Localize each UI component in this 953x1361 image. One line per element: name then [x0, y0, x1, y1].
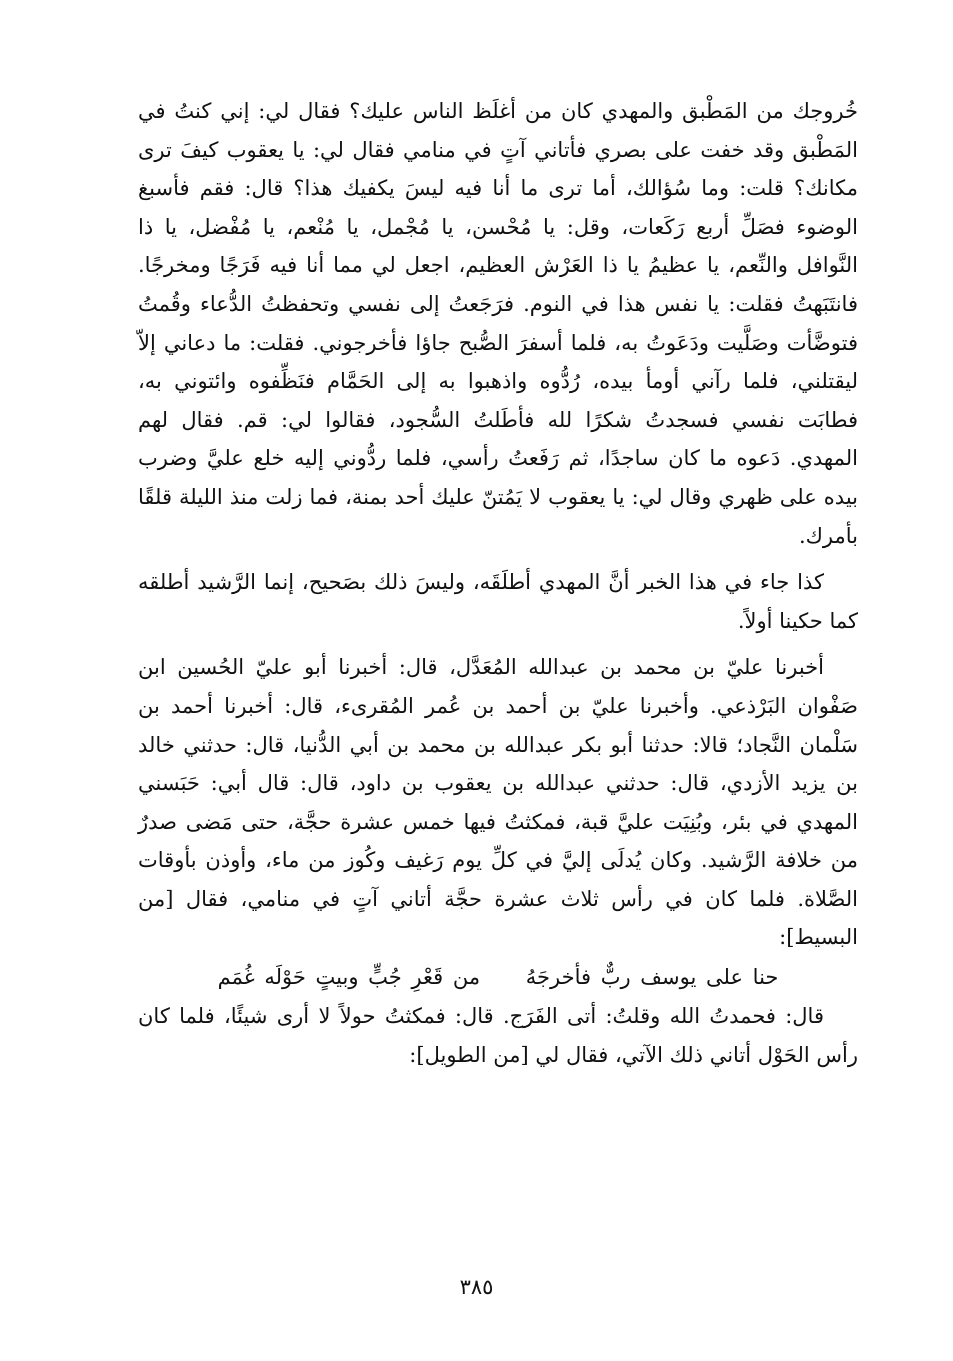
poem-verse — [138, 957, 858, 997]
paragraph-3: أخبرنا عليّ بن محمد بن عبدالله المُعَدَّل، قال: أخبرنا أبو عليّ الحُسين ابن صَفْوان البَرْذعي. وأخبرنا عليّ بن أحمد بن عُمر المُقرىء، قال: أخبرنا أحمد بن سَلْمان النَّجاد؛ قالا: حدثنا أبو بكر عبدالله بن محمد بن أبي الدُّنيا، قال: حدثني خالد بن يزيد الأزدي، قال: حدثني عبدالله بن يعقوب بن داود، قال: قال أبي: حَبَسني المهدي في بئر، وبُنِيَت عليَّ قبة، فمكثتُ فيها خمس عشرة حجَّة، حتى مَضى صدرٌ من خلافة الرَّشيد. وكان يُدلَى إليَّ في كلِّ يوم رَغيف وكُوز من ماء، وأوذن بأوقات الصَّلاة. فلما كان في رأس ثلاث عشرة حجَّة أتاني آتٍ في منامي، فقال [من البسيط]: — [138, 655, 858, 950]
text-block — [138, 92, 858, 1074]
paragraph-2: كذا جاء في هذا الخبر أنَّ المهدي أطلَقَه، وليسَ ذلك بصَحيح، إنما الرَّشيد أطلقه كما حكينا أولاً. — [138, 570, 858, 633]
page-content — [138, 92, 858, 1272]
verse-first-hemistich: حنا على يوسف ربٌّ فأخرجَهُ — [525, 965, 779, 990]
verse-second-hemistich: من قَعْرِ جُبٍّ وبيتٍ حَوْلَه غُمَم — [217, 965, 481, 990]
paragraph-1: خُروجك من المَطْبق والمهدي كان من أغلَظ الناس عليك؟ فقال لي: إني كنتُ في المَطْبق وقد خفت على بصري فأتاني آتٍ في منامي فقال لي: يا يعقوب كيفَ ترى مكانك؟ قلت: وما سُؤالك، أما ترى ما أنا فيه ليسَ يكفيك هذا؟ قال: فقم فأسبغ الوضوء فصَلِّ أربع رَكَعات، وقل: يا مُحْسن، يا مُجْمل، يا مُنْعم، يا مُفْضل، يا ذا النَّوافل والنِّعم، يا عظيمُ يا ذا العَرْش العظيم، اجعل لي مما أنا فيه فَرَجًا ومخرجًا. فانتَبَهتُ فقلت: يا نفس هذا في النوم. فرَجَعتُ إلى نفسي وتحفظتُ الدُّعاء وقُمتُ فتوضَّأت وصَلَّيت ودَعَوتُ به، فلما أسفرَ الصُّبح جاؤا فأخرجوني. فقلت: ما دعاني إلاّ ليقتلني، فلما رآني أومأ بيده، رُدُّوه واذهبوا به إلى الحَمَّام فنَظِّفوه وائتوني به، فطابَت نفسي فسجدتُ شكرًا لله فأطَلتُ السُّجود، فقالوا لي: قم. فقال لهم المهدي. دَعوه ما كان ساجدًا، ثم رَفَعتُ رأسي، فلما ردُّوني إليه خلع عليَّ وضرب بيده على ظهري وقال لي: يا يعقوب لا يَمُتنّ عليك أحد بمنة، فما زلت منذ الليلة قلقًا بأمرك. — [138, 99, 858, 548]
page-number: ٣٨٥ — [459, 1275, 494, 1299]
paragraph-4: قال: فحمدتُ الله وقلتُ: أتى الفَرَج. قال: فمكثتُ حولاً لا أرى شيئًا، فلما كان رأس الحَوْل أتاني ذلك الآتي، فقال لي [من الطويل]: — [138, 1004, 858, 1067]
